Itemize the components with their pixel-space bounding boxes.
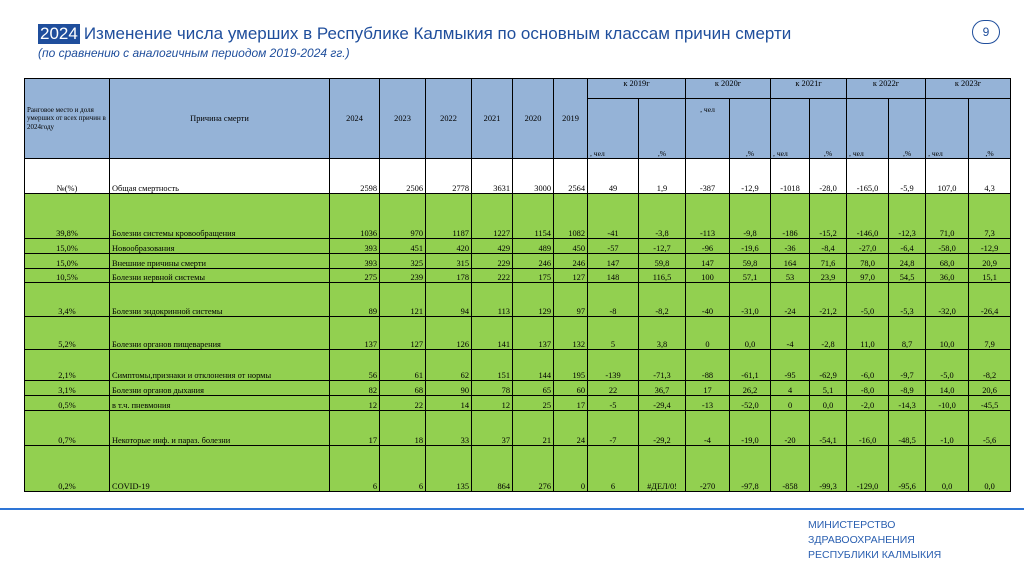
year-value-cell: 239 — [380, 269, 426, 283]
change-cell: 0 — [686, 317, 730, 350]
year-value-cell: 12 — [472, 396, 513, 411]
change-cell: 15,1 — [969, 269, 1011, 283]
year-header: 2022 — [426, 79, 472, 159]
change-cell: -95,6 — [889, 446, 926, 492]
change-cell: 0,0 — [730, 317, 771, 350]
change-cell: 10,0 — [926, 317, 969, 350]
change-cell: -5,9 — [889, 159, 926, 194]
change-cell: 6 — [588, 446, 639, 492]
year-value-cell: 90 — [426, 381, 472, 396]
change-cell: -146,0 — [847, 194, 889, 239]
year-value-cell: 68 — [380, 381, 426, 396]
change-cell: -71,3 — [639, 350, 686, 381]
year-value-cell: 0 — [554, 446, 588, 492]
change-cell: -4 — [686, 411, 730, 446]
year-value-cell: 135 — [426, 446, 472, 492]
year-value-cell: 141 — [472, 317, 513, 350]
year-value-cell: 3000 — [513, 159, 554, 194]
rank-cell: 5,2% — [25, 317, 110, 350]
year-header: 2021 — [472, 79, 513, 159]
year-value-cell: 175 — [513, 269, 554, 283]
change-cell: 5,1 — [810, 381, 847, 396]
mortality-table — [24, 78, 1011, 492]
change-cell: -129,0 — [847, 446, 889, 492]
year-value-cell: 429 — [472, 239, 513, 254]
rank-cell: 10,5% — [25, 269, 110, 283]
title-block — [38, 24, 968, 60]
change-cell: -9,8 — [730, 194, 771, 239]
change-cell: 78,0 — [847, 254, 889, 269]
cause-cell: Внешние причины смерти — [110, 254, 330, 269]
change-cell: -12,7 — [639, 239, 686, 254]
rank-cell: 15,0% — [25, 254, 110, 269]
change-cell: -96 — [686, 239, 730, 254]
year-value-cell: 137 — [330, 317, 380, 350]
rank-header: Ранговое место и доля умерших от всех причин в 2024году — [25, 79, 110, 159]
change-cell: -5,6 — [969, 411, 1011, 446]
change-cell: -58,0 — [926, 239, 969, 254]
change-cell: 68,0 — [926, 254, 969, 269]
change-cell: -12,9 — [969, 239, 1011, 254]
cause-cell: Некоторые инф. и параз. болезни — [110, 411, 330, 446]
sub-header-pct: ,% — [639, 99, 686, 159]
change-cell: -12,9 — [730, 159, 771, 194]
cause-cell: Болезни органов пищеварения — [110, 317, 330, 350]
change-cell: -2,8 — [810, 317, 847, 350]
table-row — [25, 446, 1011, 492]
ministry-line: РЕСПУБЛИКИ КАЛМЫКИЯ — [808, 549, 942, 561]
change-cell: 8,7 — [889, 317, 926, 350]
change-cell: -36 — [771, 239, 810, 254]
change-cell: -8 — [588, 283, 639, 317]
change-cell: -858 — [771, 446, 810, 492]
year-value-cell: 127 — [554, 269, 588, 283]
sub-header-pct: ,% — [810, 99, 847, 159]
change-cell: -48,5 — [889, 411, 926, 446]
year-value-cell: 195 — [554, 350, 588, 381]
change-cell: -5,0 — [847, 283, 889, 317]
change-cell: #ДЕЛ/0! — [639, 446, 686, 492]
change-cell: -20 — [771, 411, 810, 446]
year-value-cell: 2564 — [554, 159, 588, 194]
year-value-cell: 129 — [513, 283, 554, 317]
rank-cell: 3,4% — [25, 283, 110, 317]
change-cell: 57,1 — [730, 269, 771, 283]
year-header: 2023 — [380, 79, 426, 159]
change-cell: -12,3 — [889, 194, 926, 239]
year-value-cell: 489 — [513, 239, 554, 254]
year-value-cell: 14 — [426, 396, 472, 411]
group-header: к 2023г — [926, 79, 1011, 99]
change-cell: -16,0 — [847, 411, 889, 446]
change-cell: 36,0 — [926, 269, 969, 283]
rank-cell: 2,1% — [25, 350, 110, 381]
year-value-cell: 113 — [472, 283, 513, 317]
year-value-cell: 393 — [330, 239, 380, 254]
change-cell: -62,9 — [810, 350, 847, 381]
year-value-cell: 393 — [330, 254, 380, 269]
year-value-cell: 56 — [330, 350, 380, 381]
year-value-cell: 1036 — [330, 194, 380, 239]
year-value-cell: 22 — [380, 396, 426, 411]
change-cell: -14,3 — [889, 396, 926, 411]
change-cell: -8,9 — [889, 381, 926, 396]
table-row — [25, 350, 1011, 381]
rank-cell: 3,1% — [25, 381, 110, 396]
change-cell: -6,0 — [847, 350, 889, 381]
table-body — [25, 159, 1011, 492]
year-value-cell: 89 — [330, 283, 380, 317]
rank-cell: 0,2% — [25, 446, 110, 492]
year-value-cell: 325 — [380, 254, 426, 269]
change-cell: 4 — [771, 381, 810, 396]
change-cell: -6,4 — [889, 239, 926, 254]
change-cell: -8,2 — [969, 350, 1011, 381]
table-row — [25, 317, 1011, 350]
group-header: к 2021г — [771, 79, 847, 99]
change-cell: -45,5 — [969, 396, 1011, 411]
change-cell: 7,9 — [969, 317, 1011, 350]
change-cell: 4,3 — [969, 159, 1011, 194]
change-cell: -19,6 — [730, 239, 771, 254]
change-cell: 71,0 — [926, 194, 969, 239]
change-cell: -5,3 — [889, 283, 926, 317]
change-cell: -29,2 — [639, 411, 686, 446]
change-cell: -139 — [588, 350, 639, 381]
change-cell: -52,0 — [730, 396, 771, 411]
cause-cell: Болезни органов дыхания — [110, 381, 330, 396]
change-cell: 107,0 — [926, 159, 969, 194]
change-cell: -24 — [771, 283, 810, 317]
change-cell: -29,4 — [639, 396, 686, 411]
year-value-cell: 33 — [426, 411, 472, 446]
year-value-cell: 451 — [380, 239, 426, 254]
sub-header-pct: ,% — [889, 99, 926, 159]
group-header: к 2022г — [847, 79, 926, 99]
change-cell: -41 — [588, 194, 639, 239]
cause-cell: Общая смертность — [110, 159, 330, 194]
change-cell: 1,9 — [639, 159, 686, 194]
year-header: 2024 — [330, 79, 380, 159]
change-cell: -1018 — [771, 159, 810, 194]
change-cell: 14,0 — [926, 381, 969, 396]
year-value-cell: 24 — [554, 411, 588, 446]
page-number-badge: 9 — [972, 20, 1000, 44]
year-value-cell: 97 — [554, 283, 588, 317]
year-value-cell: 25 — [513, 396, 554, 411]
change-cell: -21,2 — [810, 283, 847, 317]
change-cell: 100 — [686, 269, 730, 283]
sub-header-abs: , чел — [686, 99, 730, 159]
change-cell: -387 — [686, 159, 730, 194]
year-value-cell: 12 — [330, 396, 380, 411]
year-value-cell: 275 — [330, 269, 380, 283]
year-value-cell: 37 — [472, 411, 513, 446]
year-value-cell: 82 — [330, 381, 380, 396]
rank-cell: 0,7% — [25, 411, 110, 446]
table-row — [25, 396, 1011, 411]
change-cell: -95 — [771, 350, 810, 381]
sub-header-abs: , чел — [771, 99, 810, 159]
table-row — [25, 194, 1011, 239]
change-cell: -88 — [686, 350, 730, 381]
change-cell: 3,8 — [639, 317, 686, 350]
change-cell: 0,0 — [969, 446, 1011, 492]
table-row — [25, 269, 1011, 283]
change-cell: 24,8 — [889, 254, 926, 269]
change-cell: 147 — [686, 254, 730, 269]
year-value-cell: 6 — [330, 446, 380, 492]
year-value-cell: 450 — [554, 239, 588, 254]
year-value-cell: 18 — [380, 411, 426, 446]
year-value-cell: 21 — [513, 411, 554, 446]
year-value-cell: 17 — [554, 396, 588, 411]
year-value-cell: 864 — [472, 446, 513, 492]
change-cell: -54,1 — [810, 411, 847, 446]
change-cell: -4 — [771, 317, 810, 350]
year-value-cell: 132 — [554, 317, 588, 350]
table-row — [25, 239, 1011, 254]
change-cell: 11,0 — [847, 317, 889, 350]
group-header: к 2020г — [686, 79, 771, 99]
table-row — [25, 381, 1011, 396]
sub-header-abs: , чел — [588, 99, 639, 159]
year-value-cell: 62 — [426, 350, 472, 381]
change-cell: 5 — [588, 317, 639, 350]
year-header: 2020 — [513, 79, 554, 159]
year-value-cell: 65 — [513, 381, 554, 396]
year-value-cell: 178 — [426, 269, 472, 283]
change-cell: -8,2 — [639, 283, 686, 317]
year-value-cell: 1227 — [472, 194, 513, 239]
ministry-label — [808, 518, 941, 563]
cause-cell: Болезни эндокринной системы — [110, 283, 330, 317]
change-cell: 22 — [588, 381, 639, 396]
change-cell: -10,0 — [926, 396, 969, 411]
year-value-cell: 144 — [513, 350, 554, 381]
cause-cell: COVID-19 — [110, 446, 330, 492]
ministry-line: МИНИСТЕРСТВО — [808, 519, 896, 531]
rank-cell: 15,0% — [25, 239, 110, 254]
change-cell: 147 — [588, 254, 639, 269]
table-row — [25, 283, 1011, 317]
year-value-cell: 1082 — [554, 194, 588, 239]
change-cell: 54,5 — [889, 269, 926, 283]
cause-header: Причина смерти — [110, 79, 330, 159]
change-cell: -3,8 — [639, 194, 686, 239]
change-cell: 0,0 — [926, 446, 969, 492]
cause-cell: Болезни нервной системы — [110, 269, 330, 283]
table-row — [25, 411, 1011, 446]
year-value-cell: 2598 — [330, 159, 380, 194]
change-cell: -15,2 — [810, 194, 847, 239]
change-cell: -32,0 — [926, 283, 969, 317]
change-cell: -270 — [686, 446, 730, 492]
change-cell: -9,7 — [889, 350, 926, 381]
year-value-cell: 420 — [426, 239, 472, 254]
change-cell: 97,0 — [847, 269, 889, 283]
year-value-cell: 6 — [380, 446, 426, 492]
change-cell: 20,9 — [969, 254, 1011, 269]
year-value-cell: 1187 — [426, 194, 472, 239]
year-value-cell: 1154 — [513, 194, 554, 239]
page-title — [38, 24, 968, 44]
change-cell: 71,6 — [810, 254, 847, 269]
change-cell: -28,0 — [810, 159, 847, 194]
title-text: Изменение числа умерших в Республике Калмыкия по основным классам причин смерти — [83, 24, 792, 43]
year-value-cell: 126 — [426, 317, 472, 350]
ministry-line: ЗДРАВООХРАНЕНИЯ — [808, 534, 915, 546]
year-badge: 2024 — [40, 24, 78, 43]
year-value-cell: 121 — [380, 283, 426, 317]
group-header: к 2019г — [588, 79, 686, 99]
year-value-cell: 246 — [554, 254, 588, 269]
year-value-cell: 229 — [472, 254, 513, 269]
rank-cell: 39,8% — [25, 194, 110, 239]
year-value-cell: 61 — [380, 350, 426, 381]
change-cell: -57 — [588, 239, 639, 254]
year-value-cell: 2778 — [426, 159, 472, 194]
sub-header-abs: , чел — [847, 99, 889, 159]
change-cell: -27,0 — [847, 239, 889, 254]
year-value-cell: 78 — [472, 381, 513, 396]
year-value-cell: 276 — [513, 446, 554, 492]
year-value-cell: 137 — [513, 317, 554, 350]
change-cell: 0,0 — [810, 396, 847, 411]
cause-cell: Болезни системы кровообращения — [110, 194, 330, 239]
sub-header-abs: , чел — [926, 99, 969, 159]
change-cell: -165,0 — [847, 159, 889, 194]
year-value-cell: 3631 — [472, 159, 513, 194]
year-value-cell: 17 — [330, 411, 380, 446]
sub-header-pct: ,% — [730, 99, 771, 159]
rank-cell: №(%) — [25, 159, 110, 194]
year-value-cell: 246 — [513, 254, 554, 269]
change-cell: -7 — [588, 411, 639, 446]
rank-cell: 0,5% — [25, 396, 110, 411]
change-cell: 116,5 — [639, 269, 686, 283]
change-cell: -2,0 — [847, 396, 889, 411]
change-cell: -5 — [588, 396, 639, 411]
change-cell: 164 — [771, 254, 810, 269]
change-cell: 148 — [588, 269, 639, 283]
change-cell: -31,0 — [730, 283, 771, 317]
year-value-cell: 94 — [426, 283, 472, 317]
table-row — [25, 254, 1011, 269]
table-row — [25, 159, 1011, 194]
change-cell: -99,3 — [810, 446, 847, 492]
change-cell: 53 — [771, 269, 810, 283]
change-cell: 20,6 — [969, 381, 1011, 396]
change-cell: -13 — [686, 396, 730, 411]
change-cell: 49 — [588, 159, 639, 194]
change-cell: 59,8 — [730, 254, 771, 269]
change-cell: 7,3 — [969, 194, 1011, 239]
change-cell: -8,0 — [847, 381, 889, 396]
year-value-cell: 60 — [554, 381, 588, 396]
change-cell: -8,4 — [810, 239, 847, 254]
change-cell: 0 — [771, 396, 810, 411]
change-cell: 23,9 — [810, 269, 847, 283]
year-value-cell: 315 — [426, 254, 472, 269]
change-cell: -26,4 — [969, 283, 1011, 317]
year-value-cell: 970 — [380, 194, 426, 239]
change-cell: -5,0 — [926, 350, 969, 381]
year-header: 2019 — [554, 79, 588, 159]
year-value-cell: 127 — [380, 317, 426, 350]
change-cell: -1,0 — [926, 411, 969, 446]
change-cell: 36,7 — [639, 381, 686, 396]
page-subtitle: (по сравнению с аналогичным периодом 2019-2024 гг.) — [38, 46, 350, 60]
change-cell: 17 — [686, 381, 730, 396]
sub-header-pct: ,% — [969, 99, 1011, 159]
cause-cell: Новообразования — [110, 239, 330, 254]
year-value-cell: 151 — [472, 350, 513, 381]
change-cell: -186 — [771, 194, 810, 239]
year-value-cell: 2506 — [380, 159, 426, 194]
cause-cell: Симптомы,признаки и отклонения от нормы — [110, 350, 330, 381]
footer-divider — [0, 508, 1024, 510]
cause-cell: в т.ч. пневмония — [110, 396, 330, 411]
change-cell: -19,0 — [730, 411, 771, 446]
change-cell: 59,8 — [639, 254, 686, 269]
change-cell: -113 — [686, 194, 730, 239]
year-value-cell: 222 — [472, 269, 513, 283]
change-cell: -61,1 — [730, 350, 771, 381]
change-cell: 26,2 — [730, 381, 771, 396]
change-cell: -97,8 — [730, 446, 771, 492]
change-cell: -40 — [686, 283, 730, 317]
